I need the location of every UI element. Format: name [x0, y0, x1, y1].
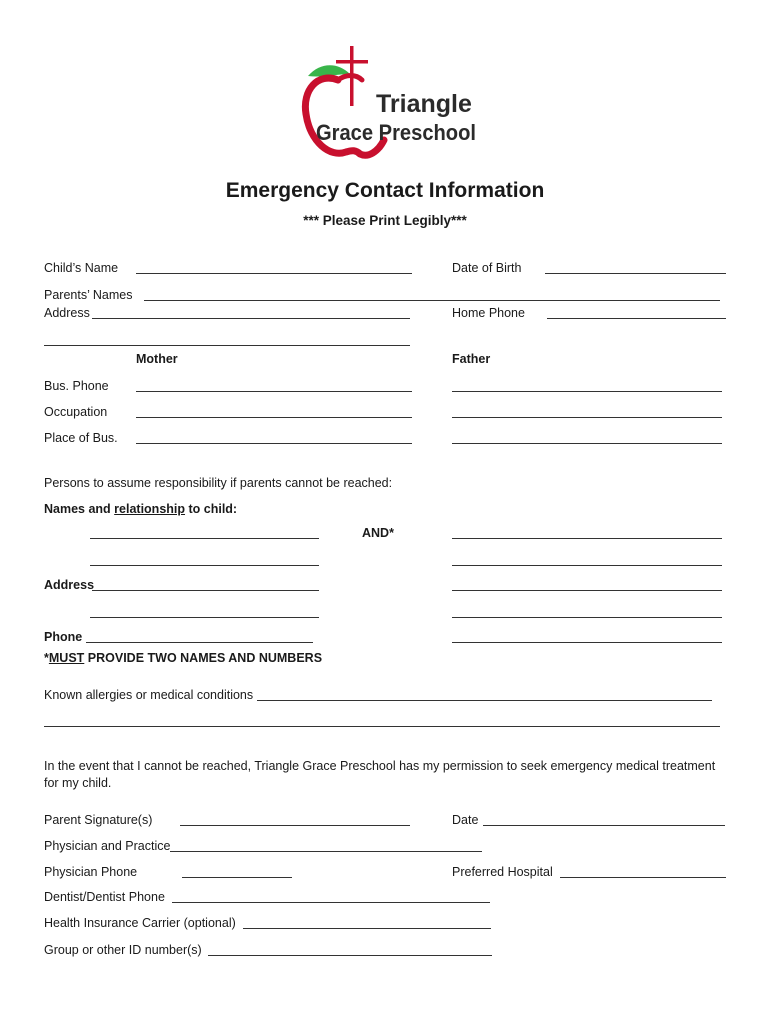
persons-intro: Persons to assume responsibility if parents cannot be reached: — [44, 476, 393, 490]
must-star: * — [44, 651, 49, 665]
names-relationship-label — [44, 502, 237, 517]
date-of-birth-field[interactable] — [545, 273, 726, 274]
contact1-address-field[interactable] — [92, 590, 319, 591]
home-phone-label: Home Phone — [452, 306, 525, 320]
preferred-hospital-label: Preferred Hospital — [452, 865, 553, 879]
group-id-label: Group or other ID number(s) — [44, 943, 202, 957]
physician-practice-field[interactable] — [170, 851, 482, 852]
mother-heading: Mother — [136, 352, 178, 366]
contact1-name-field[interactable] — [90, 538, 319, 539]
insurance-label: Health Insurance Carrier (optional) — [44, 916, 236, 930]
preschool-logo — [298, 44, 488, 160]
physician-practice-label: Physician and Practice — [44, 839, 171, 853]
childs-name-label: Child’s Name — [44, 261, 119, 275]
physician-phone-label: Physician Phone — [44, 865, 138, 879]
mother-place-of-bus-field[interactable] — [136, 443, 412, 444]
childs-name-field[interactable] — [136, 273, 412, 274]
contact1-phone-field[interactable] — [86, 642, 313, 643]
permission-line2: for my child. — [44, 776, 112, 790]
must-word: MUST — [48, 651, 85, 665]
occupation-label: Occupation — [44, 405, 108, 419]
father-heading: Father — [452, 352, 491, 366]
dentist-phone-label: Dentist/Dentist Phone — [44, 890, 165, 904]
and-label: AND* — [362, 526, 394, 540]
logo-line1: Triangle — [376, 90, 472, 118]
home-phone-field[interactable] — [547, 318, 726, 319]
allergies-label: Known allergies or medical conditions — [44, 688, 254, 702]
contact1-address-line2[interactable] — [90, 617, 319, 618]
insurance-field[interactable] — [243, 928, 491, 929]
bus-phone-label: Bus. Phone — [44, 379, 109, 393]
father-bus-phone-field[interactable] — [452, 391, 722, 392]
contact-phone-label: Phone — [44, 630, 83, 644]
date-field[interactable] — [483, 825, 725, 826]
date-of-birth-label: Date of Birth — [452, 261, 522, 275]
place-of-bus-label: Place of Bus. — [44, 431, 118, 445]
allergies-field[interactable] — [257, 700, 712, 701]
must-provide-note — [44, 651, 322, 666]
contact2-address-line2[interactable] — [452, 617, 722, 618]
names-suffix: to child: — [185, 502, 238, 516]
contact-address-label: Address — [44, 578, 95, 592]
parents-names-label: Parents’ Names — [44, 288, 133, 302]
father-place-of-bus-field[interactable] — [452, 443, 722, 444]
logo-line2: Grace Preschool — [316, 120, 476, 145]
address-field-line2[interactable] — [44, 345, 410, 346]
parent-signature-label: Parent Signature(s) — [44, 813, 153, 827]
preferred-hospital-field[interactable] — [560, 877, 726, 878]
must-rest: PROVIDE TWO NAMES AND NUMBERS — [84, 651, 323, 665]
contact1-relationship-field[interactable] — [90, 565, 319, 566]
contact2-address-field[interactable] — [452, 590, 722, 591]
parent-signature-field[interactable] — [180, 825, 410, 826]
relationship-word: relationship — [114, 502, 186, 516]
form-title: Emergency Contact Information — [225, 179, 545, 202]
allergies-field-line2[interactable] — [44, 726, 720, 727]
father-occupation-field[interactable] — [452, 417, 722, 418]
form-subtitle: *** Please Print Legibly*** — [303, 213, 467, 228]
cross-icon — [350, 46, 354, 106]
address-field[interactable] — [92, 318, 410, 319]
names-prefix: Names and — [44, 502, 115, 516]
physician-phone-field[interactable] — [182, 877, 292, 878]
contact2-relationship-field[interactable] — [452, 565, 722, 566]
mother-occupation-field[interactable] — [136, 417, 412, 418]
mother-bus-phone-field[interactable] — [136, 391, 412, 392]
contact2-name-field[interactable] — [452, 538, 722, 539]
parents-names-field[interactable] — [144, 300, 720, 301]
date-label: Date — [452, 813, 479, 827]
contact2-phone-field[interactable] — [452, 642, 722, 643]
dentist-phone-field[interactable] — [172, 902, 490, 903]
address-label: Address — [44, 306, 90, 320]
permission-line1: In the event that I cannot be reached, Triangle Grace Preschool has my permission to seek emergency medical treatment — [44, 759, 716, 773]
group-id-field[interactable] — [208, 955, 492, 956]
